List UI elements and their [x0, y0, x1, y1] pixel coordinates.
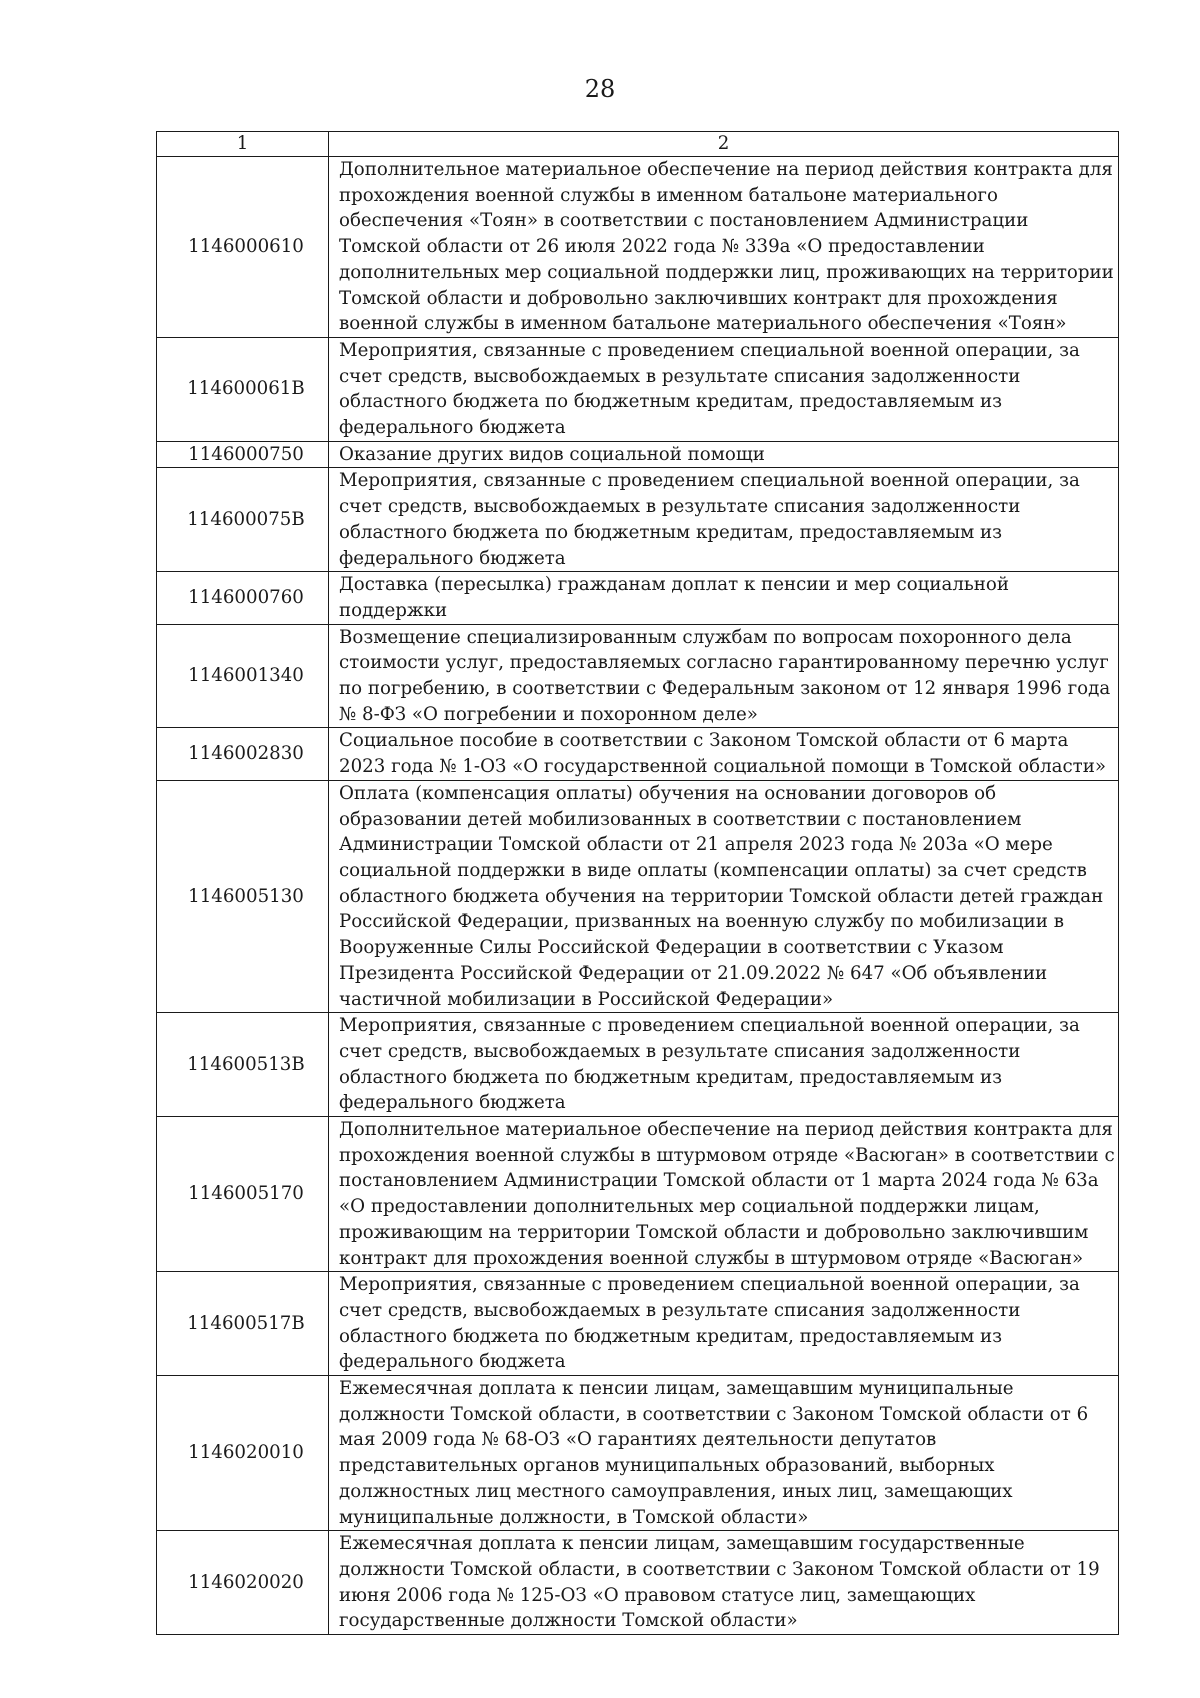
column-header-1: 1 [157, 132, 329, 157]
budget-codes-table [156, 131, 1119, 1635]
row-code: 1146000760 [157, 572, 329, 624]
table-row [157, 337, 1119, 441]
row-code: 114600517В [157, 1272, 329, 1376]
row-code: 1146000750 [157, 441, 329, 468]
table-header-row [157, 132, 1119, 157]
row-code: 1146001340 [157, 624, 329, 728]
row-code: 1146002830 [157, 728, 329, 780]
table-row [157, 1013, 1119, 1117]
row-description: Ежемесячная доплата к пенсии лицам, замещавшим муниципальные должности Томской области, в соответствии с Законом Томской области от 6 мая 2009 года № 68-ОЗ «О гарантиях деятельности депутатов представительных органов муниципальных образований, выборных должностных лиц местного самоуправления, иных лиц, замещающих муниципальные должности, в Томской области» [329, 1376, 1119, 1531]
table-row [157, 441, 1119, 468]
table-row [157, 1376, 1119, 1531]
page-number: 28 [584, 75, 616, 103]
column-header-2: 2 [329, 132, 1119, 157]
row-code: 114600513В [157, 1013, 329, 1117]
table-row [157, 728, 1119, 780]
row-description: Дополнительное материальное обеспечение на период действия контракта для прохождения военной службы в именном батальоне материального обеспечения «Тоян» в соответствии с постановлением Администрации Томской области от 26 июля 2022 года № 339а «О предоставлении дополнительных мер социальной поддержки лиц, проживающих на территории Томской области и добровольно заключивших контракт для прохождения военной службы в именном батальоне материального обеспечения «Тоян» [329, 157, 1119, 338]
row-description: Мероприятия, связанные с проведением специальной военной операции, за счет средств, высвобождаемых в результате списания задолженности областного бюджета по бюджетным кредитам, предоставляемым из федерального бюджета [329, 337, 1119, 441]
row-description: Мероприятия, связанные с проведением специальной военной операции, за счет средств, высвобождаемых в результате списания задолженности областного бюджета по бюджетным кредитам, предоставляемым из федерального бюджета [329, 468, 1119, 572]
row-description: Мероприятия, связанные с проведением специальной военной операции, за счет средств, высвобождаемых в результате списания задолженности областного бюджета по бюджетным кредитам, предоставляемым из федерального бюджета [329, 1272, 1119, 1376]
row-code: 1146005170 [157, 1117, 329, 1272]
row-description: Мероприятия, связанные с проведением специальной военной операции, за счет средств, высвобождаемых в результате списания задолженности областного бюджета по бюджетным кредитам, предоставляемым из федерального бюджета [329, 1013, 1119, 1117]
table-row [157, 468, 1119, 572]
row-code: 114600075В [157, 468, 329, 572]
table-row [157, 1117, 1119, 1272]
table-row [157, 624, 1119, 728]
row-description: Доставка (пересылка) гражданам доплат к пенсии и мер социальной поддержки [329, 572, 1119, 624]
row-code: 1146020020 [157, 1531, 329, 1635]
row-description: Оказание других видов социальной помощи [329, 441, 1119, 468]
row-description: Оплата (компенсация оплаты) обучения на основании договоров об образовании детей мобилизованных в соответствии с постановлением Администрации Томской области от 21 апреля 2023 года № 203а «О мере социальной поддержки в виде оплаты (компенсации оплаты) за счет средств областного бюджета обучения на территории Томской области детей граждан Российской Федерации, призванных на военную службу по мобилизации в Вооруженные Силы Российской Федерации в соответствии с Указом Президента Российской Федерации от 21.09.2022 № 647 «Об объявлении частичной мобилизации в Российской Федерации» [329, 780, 1119, 1012]
row-description: Ежемесячная доплата к пенсии лицам, замещавшим государственные должности Томской области, в соответствии с Законом Томской области от 19 июня 2006 года № 125-ОЗ «О правовом статусе лиц, замещающих государственные должности Томской области» [329, 1531, 1119, 1635]
table-row [157, 572, 1119, 624]
row-code: 114600061В [157, 337, 329, 441]
table-row [157, 1272, 1119, 1376]
row-code: 1146000610 [157, 157, 329, 338]
row-code: 1146005130 [157, 780, 329, 1012]
row-code: 1146020010 [157, 1376, 329, 1531]
row-description: Возмещение специализированным службам по вопросам похоронного дела стоимости услуг, предоставляемых согласно гарантированному перечню услуг по погребению, в соответствии с Федеральным законом от 12 января 1996 года № 8-ФЗ «О погребении и похоронном деле» [329, 624, 1119, 728]
table-row [157, 157, 1119, 338]
row-description: Социальное пособие в соответствии с Законом Томской области от 6 марта 2023 года № 1-ОЗ «О государственной социальной помощи в Томской области» [329, 728, 1119, 780]
table-row [157, 1531, 1119, 1635]
row-description: Дополнительное материальное обеспечение на период действия контракта для прохождения военной службы в штурмовом отряде «Васюган» в соответствии с постановлением Администрации Томской области от 1 марта 2024 года № 63а «О предоставлении дополнительных мер социальной поддержки лицам, проживающим на территории Томской области и добровольно заключившим контракт для прохождения военной службы в штурмовом отряде «Васюган» [329, 1117, 1119, 1272]
table-row [157, 780, 1119, 1012]
